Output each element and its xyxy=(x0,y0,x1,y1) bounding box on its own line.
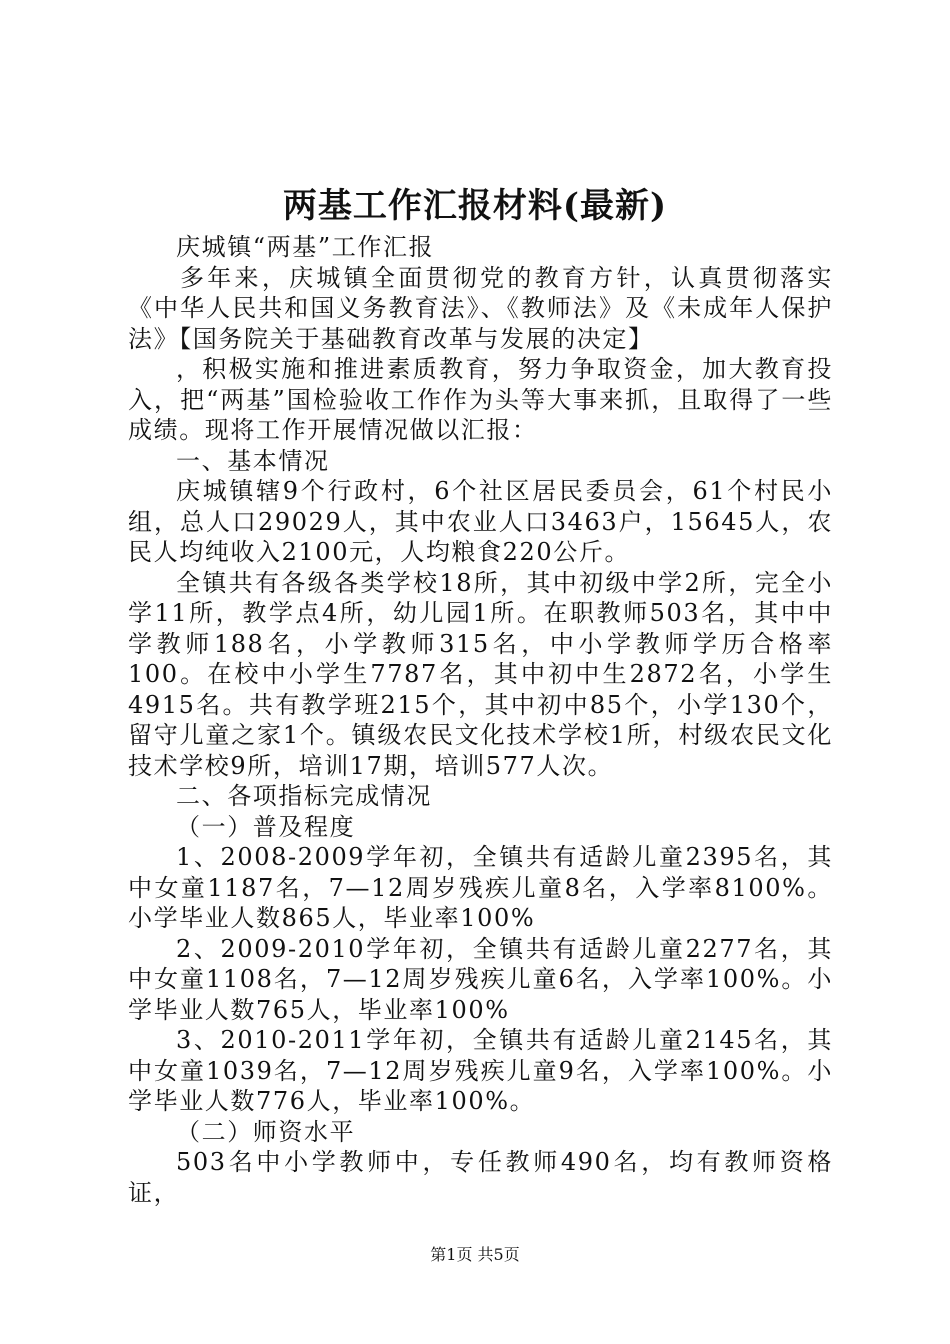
paragraph-year-2008: 1、2008-2009学年初，全镇共有适龄儿童2395名，其中女童1187名，7—12周岁残疾儿童8名，入学率8100%。小学毕业人数865人，毕业率100% xyxy=(128,843,833,932)
paragraph-year-2010: 3、2010-2011学年初，全镇共有适龄儿童2145名，其中女童1039名，7—12周岁残疾儿童9名，入学率100%。小学毕业人数776人，毕业率100%。 xyxy=(128,1026,833,1115)
paragraph-heading: 庆城镇“两基”工作汇报 xyxy=(176,233,435,261)
subsection-heading-popularization: （一）普及程度 xyxy=(176,812,356,841)
page-footer: 第1页 共5页 xyxy=(430,1245,520,1264)
document-body xyxy=(128,232,833,1208)
paragraph-teachers: 503名中小学教师中，专任教师490名，均有教师资格证， xyxy=(128,1148,833,1207)
paragraph-intro: 多年来，庆城镇全面贯彻党的教育方针，认真贯彻落实《中华人民共和国义务教育法》、《教师法》及《未成年人保护法》【国务院关于基础教育改革与发展的决定】 xyxy=(128,263,833,353)
document-title: 两基工作汇报材料(最新) xyxy=(282,186,668,226)
section-heading-indicators: 二、各项指标完成情况 xyxy=(176,782,432,810)
subsection-heading-teachers: （二）师资水平 xyxy=(176,1117,356,1146)
section-heading-basic-info: 一、基本情况 xyxy=(176,446,330,475)
paragraph-intro-continued: ，积极实施和推进素质教育，努力争取资金，加大教育投入，把“两基”国检验收工作作为头等大事来抓，且取得了一些成绩。现将工作开展情况做以汇报： xyxy=(128,355,833,444)
paragraph-basic-info: 庆城镇辖9个行政村，6个社区居民委员会，61个村民小组，总人口29029人，其中农业人口3463户，15645人，农民人均纯收入2100元，人均粮食220公斤。 xyxy=(128,477,833,566)
paragraph-schools: 全镇共有各级各类学校18所，其中初级中学2所，完全小学11所，教学点4所，幼儿园1所。在职教师503名，其中中学教师188名，小学教师315名，中小学教师学历合格率100。在校中小学生7787名，其中初中生2872名，小学生4915名。共有教学班215个，其中初中85个，小学130个，留守儿童之家1个。镇级农民文化技术学校1所，村级农民文化技术学校9所，培训17期，培训577人次。 xyxy=(128,568,833,780)
paragraph-year-2009: 2、2009-2010学年初，全镇共有适龄儿童2277名，其中女童1108名，7—12周岁残疾儿童6名，入学率100%。小学毕业人数765人，毕业率100% xyxy=(128,934,833,1024)
